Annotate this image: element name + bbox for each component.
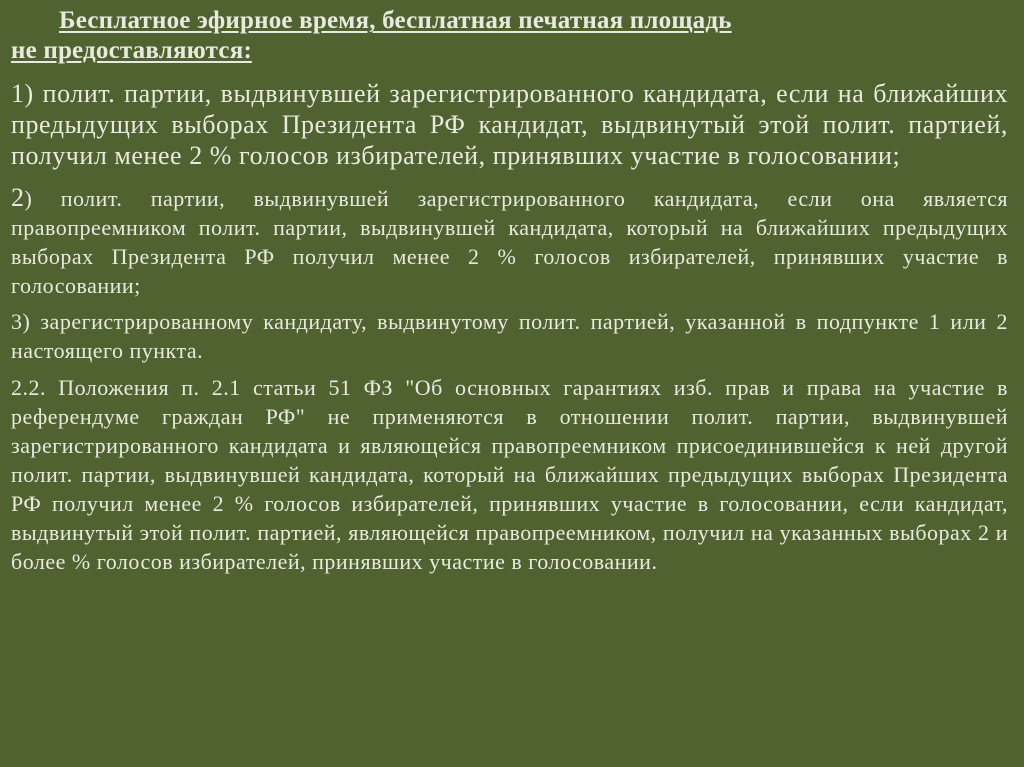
paragraph-item-2-2: 2.2. Положения п. 2.1 статьи 51 ФЗ "Об основных гарантиях изб. прав и права на участие в референдуме граждан РФ" не применяются в отношении полит. партии, выдвинувшей зарегистрированного кандидата и являющейся правопреемником присоединившейся к ней другой полит. партии, выдвинувшей кандидата, который на ближайших предыдущих выборах Президента РФ получил менее 2 % голосов избирателей, принявших участие в голосовании, если кандидат, выдвинутый этой полит. партией, являющейся правопреемником, получил на указанных выборах 2 и более % голосов избирателей, принявших участие в голосовании.	[11, 375, 1008, 574]
paragraph-item-3: 3) зарегистрированному кандидату, выдвинутому полит. партией, указанной в подпункте 1 или 2 настоящего пункта.	[11, 309, 1008, 363]
slide-title-line-2: не предоставляются:	[11, 37, 252, 64]
slide-title	[11, 0, 1008, 66]
paragraph-item-1: 1) полит. партии, выдвинувшей зарегистрированного кандидата, если на ближайших предыдущих выборах Президента РФ кандидат, выдвинутый этой полит. партией, получил менее 2 % голосов избирателей, принявших участие в голосовании;	[11, 79, 1008, 170]
slide-title-line-1: Бесплатное эфирное время, бесплатная печатная площадь	[59, 7, 732, 34]
paragraph-item-2-number: 2	[11, 183, 25, 212]
paragraph-item-2-text: ) полит. партии, выдвинувшей зарегистрированного кандидата, если она является правопреемником полит. партии, выдвинувшей кандидата, который на ближайших предыдущих выборах Президента РФ получил менее 2 % голосов избирателей, принявших участие в голосовании;	[11, 186, 1008, 298]
paragraph-item-2	[11, 183, 1008, 300]
